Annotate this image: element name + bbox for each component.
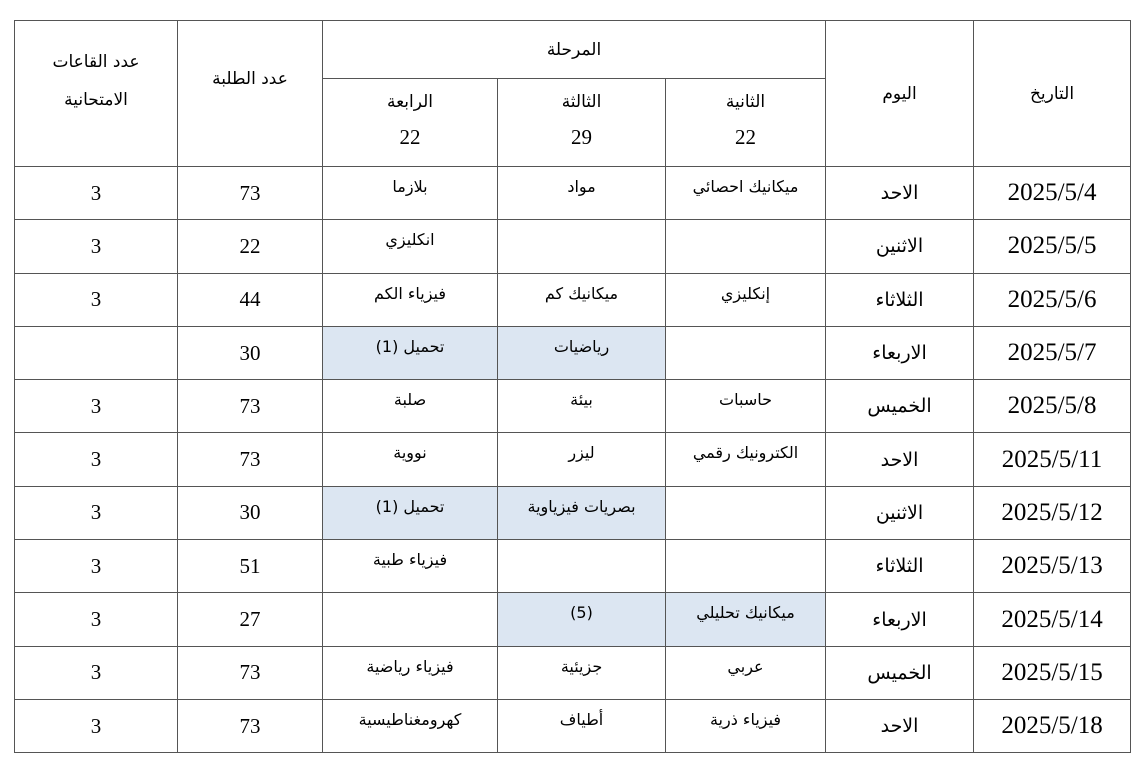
stage-2-subject-cell — [666, 326, 826, 379]
day-cell: الثلاثاء — [826, 273, 974, 326]
stage-4-subject-cell: تحميل (1) — [323, 326, 498, 379]
header-stage: المرحلة — [323, 21, 826, 79]
date-cell: 2025/5/12 — [974, 486, 1131, 539]
table-row — [15, 380, 1131, 433]
stage-2-subject-cell: فيزياء ذرية — [666, 699, 826, 752]
stage-2-subject-cell — [666, 540, 826, 593]
stage-4-subject-cell — [323, 593, 498, 646]
date-cell: 2025/5/18 — [974, 699, 1131, 752]
stage-2-subject-cell: حاسبات — [666, 380, 826, 433]
students-count-cell: 73 — [178, 699, 323, 752]
header-stage-4-count: 22 — [323, 125, 498, 167]
stage-2-subject-cell: ميكانيك احصائي — [666, 167, 826, 220]
table-row — [15, 540, 1131, 593]
header-stage-3: الثالثة — [498, 79, 666, 125]
exam-schedule-table — [14, 20, 1131, 753]
stage-4-subject-cell: نووية — [323, 433, 498, 486]
date-cell: 2025/5/14 — [974, 593, 1131, 646]
day-cell: الخميس — [826, 646, 974, 699]
stage-3-subject-cell: (5) — [498, 593, 666, 646]
halls-count-cell: 3 — [15, 273, 178, 326]
stage-3-subject-cell: ليزر — [498, 433, 666, 486]
stage-4-subject-cell: تحميل (1) — [323, 486, 498, 539]
halls-count-cell: 3 — [15, 540, 178, 593]
stage-4-subject-cell: بلازما — [323, 167, 498, 220]
stage-4-subject-cell: فيزياء رياضية — [323, 646, 498, 699]
students-count-cell: 27 — [178, 593, 323, 646]
day-cell: الاحد — [826, 699, 974, 752]
students-count-cell: 73 — [178, 167, 323, 220]
header-day: اليوم — [826, 21, 974, 167]
students-count-cell: 73 — [178, 380, 323, 433]
halls-count-cell: 3 — [15, 699, 178, 752]
stage-3-subject-cell: أطياف — [498, 699, 666, 752]
header-students: عدد الطلبة — [178, 21, 323, 167]
date-cell: 2025/5/8 — [974, 380, 1131, 433]
header-stage-2: الثانية — [666, 79, 826, 125]
table-row — [15, 273, 1131, 326]
stage-2-subject-cell: ميكانيك تحليلي — [666, 593, 826, 646]
stage-3-subject-cell — [498, 540, 666, 593]
students-count-cell: 51 — [178, 540, 323, 593]
stage-4-subject-cell: فيزياء طبية — [323, 540, 498, 593]
students-count-cell: 22 — [178, 220, 323, 273]
header-stage-2-count: 22 — [666, 125, 826, 167]
stage-4-subject-cell: صلبة — [323, 380, 498, 433]
day-cell: الثلاثاء — [826, 540, 974, 593]
students-count-cell: 30 — [178, 326, 323, 379]
halls-count-cell: 3 — [15, 167, 178, 220]
date-cell: 2025/5/7 — [974, 326, 1131, 379]
halls-count-cell: 3 — [15, 433, 178, 486]
stage-3-subject-cell: مواد — [498, 167, 666, 220]
halls-count-cell: 3 — [15, 593, 178, 646]
stage-4-subject-cell: انكليزي — [323, 220, 498, 273]
halls-count-cell — [15, 326, 178, 379]
stage-2-subject-cell: إنكليزي — [666, 273, 826, 326]
stage-3-subject-cell — [498, 220, 666, 273]
halls-count-cell: 3 — [15, 220, 178, 273]
date-cell: 2025/5/13 — [974, 540, 1131, 593]
header-halls: عدد القاعات الامتحانية — [15, 21, 178, 167]
date-cell: 2025/5/15 — [974, 646, 1131, 699]
halls-count-cell: 3 — [15, 380, 178, 433]
stage-2-subject-cell — [666, 486, 826, 539]
day-cell: الخميس — [826, 380, 974, 433]
day-cell: الاربعاء — [826, 326, 974, 379]
date-cell: 2025/5/4 — [974, 167, 1131, 220]
header-stage-3-count: 29 — [498, 125, 666, 167]
students-count-cell: 73 — [178, 646, 323, 699]
table-row — [15, 220, 1131, 273]
table-row — [15, 326, 1131, 379]
stage-2-subject-cell — [666, 220, 826, 273]
stage-2-subject-cell: عربي — [666, 646, 826, 699]
header-date: التاريخ — [974, 21, 1131, 167]
table-row — [15, 593, 1131, 646]
stage-4-subject-cell: فيزياء الكم — [323, 273, 498, 326]
students-count-cell: 73 — [178, 433, 323, 486]
students-count-cell: 30 — [178, 486, 323, 539]
date-cell: 2025/5/5 — [974, 220, 1131, 273]
halls-count-cell: 3 — [15, 486, 178, 539]
stage-3-subject-cell: رياضيات — [498, 326, 666, 379]
stage-3-subject-cell: جزيئية — [498, 646, 666, 699]
stage-4-subject-cell: كهرومغناطيسية — [323, 699, 498, 752]
day-cell: الاحد — [826, 433, 974, 486]
students-count-cell: 44 — [178, 273, 323, 326]
table-body — [15, 167, 1131, 753]
halls-count-cell: 3 — [15, 646, 178, 699]
day-cell: الاثنين — [826, 220, 974, 273]
day-cell: الاربعاء — [826, 593, 974, 646]
table-row — [15, 646, 1131, 699]
table-header — [15, 21, 1131, 167]
table-row — [15, 433, 1131, 486]
day-cell: الاحد — [826, 167, 974, 220]
day-cell: الاثنين — [826, 486, 974, 539]
stage-3-subject-cell: بيئة — [498, 380, 666, 433]
header-stage-4: الرابعة — [323, 79, 498, 125]
date-cell: 2025/5/6 — [974, 273, 1131, 326]
stage-2-subject-cell: الكترونيك رقمي — [666, 433, 826, 486]
stage-3-subject-cell: بصريات فيزياوية — [498, 486, 666, 539]
table-row — [15, 699, 1131, 752]
stage-3-subject-cell: ميكانيك كم — [498, 273, 666, 326]
table-row — [15, 486, 1131, 539]
table-row — [15, 167, 1131, 220]
date-cell: 2025/5/11 — [974, 433, 1131, 486]
